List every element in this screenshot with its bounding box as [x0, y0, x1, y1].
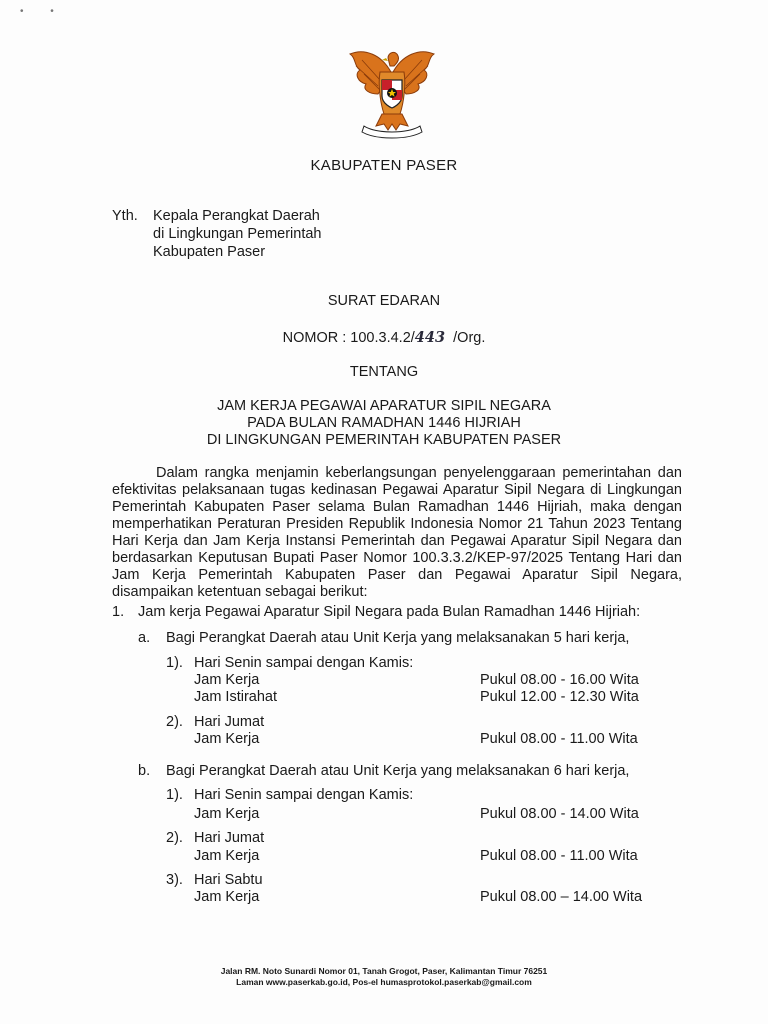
section-a-label: a.	[138, 630, 151, 646]
a1-day: Hari Senin sampai dengan Kamis:	[194, 655, 414, 671]
a2-work-time: Pukul 08.00 - 11.00 Wita	[480, 731, 638, 747]
a1-work-time: Pukul 08.00 - 16.00 Wita	[480, 672, 639, 688]
addressee-prefix: Yth.	[112, 208, 138, 224]
b3-work-label: Jam Kerja	[194, 889, 260, 905]
letter-number	[0, 329, 768, 346]
footer-contact: Laman www.paserkab.go.id, Pos-el humasprotokol.paserkab@gmail.com	[236, 977, 532, 987]
a1-rest-label: Jam Istirahat	[194, 689, 277, 705]
b1-work-label: Jam Kerja	[194, 806, 260, 822]
a2-day: Hari Jumat	[194, 714, 265, 730]
a1-number: 1).	[166, 655, 183, 671]
b1-day: Hari Senin sampai dengan Kamis:	[194, 787, 414, 803]
letter-number-handwritten: 443	[414, 329, 446, 346]
a2-work-label: Jam Kerja	[194, 731, 260, 747]
addressee-line-2: di Lingkungan Pemerintah	[153, 226, 322, 242]
b2-number: 2).	[166, 830, 183, 846]
a1-work-label: Jam Kerja	[194, 672, 260, 688]
a2-number: 2).	[166, 714, 183, 730]
b1-work-time: Pukul 08.00 - 14.00 Wita	[480, 806, 639, 822]
subject-line-2: PADA BULAN RAMADHAN 1446 HIJRIAH	[247, 415, 521, 431]
subject-line-1: JAM KERJA PEGAWAI APARATUR SIPIL NEGARA	[217, 398, 551, 414]
addressee-line-3: Kabupaten Paser	[153, 244, 266, 260]
subject-line-3: DI LINGKUNGAN PEMERINTAH KABUPATEN PASER	[206, 432, 562, 448]
intro-text: Dalam rangka menjamin keberlangsungan penyelenggaraan pemerintahan dan efektivitas pelaksanaan tugas kedinasan Pegawai Aparatur Sipil Negara di Lingkungan Pemerintah Kabupaten Paser selama Bulan Ramadhan 1446 Hijriah, maka dengan memperhatikan Peraturan Presiden Republik Indonesia Nomor 21 Tahun 2023 Tentang Hari Kerja dan Jam Kerja Instansi Pemerintah dan Pegawai Aparatur Sipil Negara dan berdasarkan Keputusan Bupati Paser Nomor 100.3.3.2/KEP-97/2025 Tentang Hari dan Jam Kerja Pemerintah Kabupaten Paser dan Pegawai Aparatur Sipil Negara, disampaikan ketentuan sebagai berikut:	[112, 465, 682, 600]
b2-work-label: Jam Kerja	[194, 848, 260, 864]
region-title: KABUPATEN PASER	[310, 157, 458, 174]
letter-number-prefix: NOMOR : 100.3.4.2/	[282, 330, 415, 346]
letter-type: SURAT EDARAN	[327, 293, 441, 309]
section-b-label: b.	[138, 763, 151, 779]
footer-address: Jalan RM. Noto Sunardi Nomor 01, Tanah Grogot, Paser, Kalimantan Timur 76251	[220, 966, 548, 976]
b3-work-time: Pukul 08.00 – 14.00 Wita	[480, 889, 643, 905]
item-1-number: 1.	[112, 604, 125, 620]
a1-rest-time: Pukul 12.00 - 12.30 Wita	[480, 689, 639, 705]
garuda-pancasila-emblem-icon	[342, 44, 442, 140]
item-1-text: Jam kerja Pegawai Aparatur Sipil Negara pada Bulan Ramadhan 1446 Hijriah:	[138, 604, 641, 620]
b2-work-time: Pukul 08.00 - 11.00 Wita	[480, 848, 638, 864]
scan-dots: • •	[20, 6, 66, 17]
letter-number-suffix: /Org.	[453, 330, 486, 346]
b1-number: 1).	[166, 787, 183, 803]
b3-day: Hari Sabtu	[194, 872, 263, 888]
section-b-text: Bagi Perangkat Daerah atau Unit Kerja yang melaksanakan 6 hari kerja,	[166, 763, 630, 779]
about-label: TENTANG	[349, 364, 419, 380]
b3-number: 3).	[166, 872, 183, 888]
addressee-line-1: Kepala Perangkat Daerah	[153, 208, 320, 224]
b2-day: Hari Jumat	[194, 830, 265, 846]
section-a-text: Bagi Perangkat Daerah atau Unit Kerja yang melaksanakan 5 hari kerja,	[166, 630, 630, 646]
intro-paragraph	[112, 465, 682, 601]
